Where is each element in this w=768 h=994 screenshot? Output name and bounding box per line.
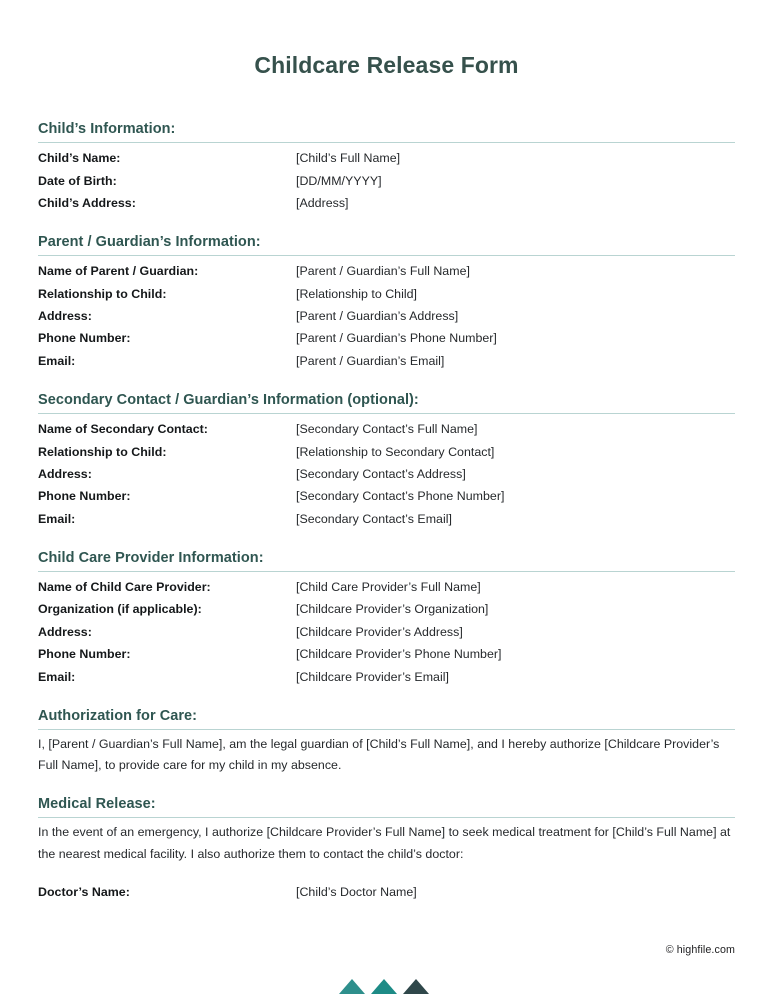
field-label: Doctor’s Name: [38, 885, 130, 900]
section-childs-information [38, 121, 735, 214]
field-row [38, 418, 735, 440]
section-divider [38, 413, 735, 414]
authorization-paragraph: I, [Parent / Guardian’s Full Name], am the legal guardian of [Child’s Full Name], and I hereby authorize [Childcare Provider’s Full Name], to provide care for my child in my absence. [38, 736, 720, 773]
field-row [38, 283, 735, 305]
field-value[interactable]: [Child’s Full Name] [296, 151, 401, 166]
field-label: Address: [38, 466, 92, 481]
field-value[interactable]: [Child Care Provider’s Full Name] [296, 580, 481, 595]
field-row [38, 508, 735, 530]
field-row [38, 260, 735, 282]
section-heading: Medical Release: [38, 796, 156, 813]
field-value[interactable]: [Childcare Provider’s Organization] [296, 602, 489, 617]
field-row [38, 192, 735, 214]
field-label: Phone Number: [38, 331, 131, 346]
field-value[interactable]: [Relationship to Child] [296, 286, 417, 301]
field-value[interactable]: [Childcare Provider’s Phone Number] [296, 647, 502, 662]
field-row [38, 305, 735, 327]
field-row [38, 485, 735, 507]
section-parent-guardian-information [38, 234, 735, 372]
field-value[interactable]: [Parent / Guardian’s Email] [296, 353, 445, 368]
field-value[interactable]: [Child’s Doctor Name] [296, 885, 417, 900]
field-label: Organization (if applicable): [38, 602, 202, 617]
footer-triangles-decoration [339, 979, 429, 994]
section-secondary-contact-information [38, 392, 735, 530]
field-row [38, 169, 735, 191]
field-value[interactable]: [Childcare Provider’s Email] [296, 669, 449, 684]
field-label: Email: [38, 511, 76, 526]
page-title: Childcare Release Form [254, 52, 519, 78]
field-value[interactable]: [Secondary Contact’s Phone Number] [296, 489, 505, 504]
section-heading: Child Care Provider Information: [38, 549, 264, 566]
field-row [38, 147, 735, 169]
field-row [38, 881, 735, 903]
field-label: Child’s Address: [38, 195, 136, 210]
field-label: Child’s Name: [38, 151, 121, 166]
field-row [38, 350, 735, 372]
field-value[interactable]: [DD/MM/YYYY] [296, 173, 382, 188]
field-label: Phone Number: [38, 647, 131, 662]
triangle-icon [339, 979, 365, 994]
field-label: Name of Child Care Provider: [38, 580, 211, 595]
section-medical-release [38, 796, 735, 903]
section-authorization-for-care [38, 708, 735, 777]
section-heading: Secondary Contact / Guardian’s Information (optional): [38, 392, 419, 408]
field-label: Phone Number: [38, 489, 131, 504]
field-row [38, 440, 735, 462]
page-content [38, 0, 735, 903]
field-row [38, 576, 735, 598]
field-value[interactable]: [Secondary Contact’s Full Name] [296, 422, 478, 437]
field-value[interactable]: [Parent / Guardian’s Phone Number] [296, 331, 497, 346]
field-row [38, 598, 735, 620]
field-label: Name of Secondary Contact: [38, 422, 208, 437]
field-row [38, 665, 735, 687]
field-row [38, 621, 735, 643]
field-value[interactable]: [Relationship to Secondary Contact] [296, 444, 495, 459]
section-child-care-provider-information [38, 550, 735, 688]
field-label: Address: [38, 309, 92, 324]
section-divider [38, 729, 735, 730]
field-label: Email: [38, 669, 76, 684]
section-divider [38, 571, 735, 572]
section-heading: Child’s Information: [38, 121, 176, 137]
field-value[interactable]: [Secondary Contact’s Address] [296, 466, 466, 481]
section-divider [38, 817, 735, 818]
field-value[interactable]: [Childcare Provider’s Address] [296, 624, 463, 639]
footer-credit: © highfile.com [665, 944, 735, 956]
field-label: Relationship to Child: [38, 444, 167, 459]
medical-release-paragraph: In the event of an emergency, I authorize [Childcare Provider’s Full Name] to seek medical treatment for [Child’s Full Name] at the nearest medical facility. I also authorize them to contact the child’s doctor: [38, 825, 731, 861]
section-divider [38, 142, 735, 143]
field-label: Date of Birth: [38, 173, 117, 188]
field-label: Name of Parent / Guardian: [38, 264, 199, 279]
field-label: Relationship to Child: [38, 286, 167, 301]
section-divider [38, 255, 735, 256]
field-row [38, 327, 735, 349]
field-value[interactable]: [Parent / Guardian’s Full Name] [296, 264, 470, 279]
field-value[interactable]: [Address] [296, 195, 349, 210]
triangle-icon [371, 979, 397, 994]
field-label: Address: [38, 624, 92, 639]
field-label: Email: [38, 353, 76, 368]
triangle-icon [403, 979, 429, 994]
field-row [38, 463, 735, 485]
section-heading: Authorization for Care: [38, 707, 198, 724]
section-heading: Parent / Guardian’s Information: [38, 234, 261, 251]
field-value[interactable]: [Parent / Guardian’s Address] [296, 309, 459, 324]
field-value[interactable]: [Secondary Contact’s Email] [296, 511, 452, 526]
field-row [38, 643, 735, 665]
